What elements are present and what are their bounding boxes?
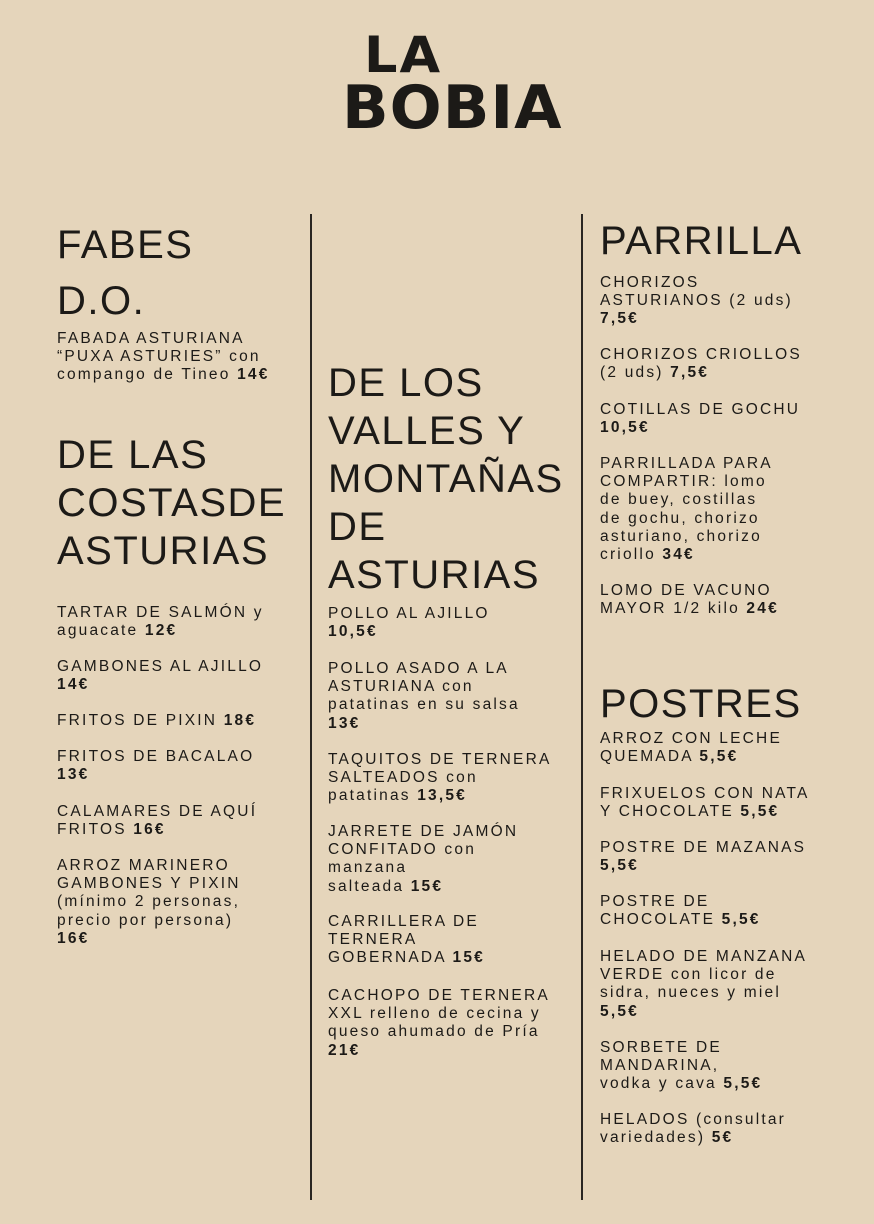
menu-item: FRIXUELOS CON NATA Y CHOCOLATE 5,5€ xyxy=(600,785,810,821)
section-title-fabes: FABES D.O. xyxy=(57,223,194,323)
menu-item: TARTAR DE SALMÓN y aguacate 12€ xyxy=(57,604,264,640)
logo xyxy=(342,26,563,143)
menu-item: COTILLAS DE GOCHU 10,5€ xyxy=(600,401,801,437)
menu-item: FRITOS DE BACALAO 13€ xyxy=(57,748,255,784)
logo-line-2: BOBIA xyxy=(342,73,563,143)
menu-item: POLLO ASADO A LA ASTURIANA con patatinas en su salsa 13€ xyxy=(328,660,520,732)
menu-item: SORBETE DE MANDARINA, vodka y cava 5,5€ xyxy=(600,1039,763,1093)
menu-item: HELADO DE MANZANA VERDE con licor de sidra, nueces y miel 5,5€ xyxy=(600,948,808,1020)
menu-item: HELADOS (consultar variedades) 5€ xyxy=(600,1111,787,1147)
menu-item: POLLO AL AJILLO 10,5€ xyxy=(328,605,490,641)
menu-item: ARROZ CON LECHE QUEMADA 5,5€ xyxy=(600,730,782,766)
menu-item: CACHOPO DE TERNERA XXL relleno de cecina y queso ahumado de Pría 21€ xyxy=(328,987,550,1059)
section-title-parrilla: PARRILLA xyxy=(600,219,803,263)
menu-item: CHORIZOS ASTURIANOS (2 uds) 7,5€ xyxy=(600,274,793,328)
menu-item: CHORIZOS CRIOLLOS (2 uds) 7,5€ xyxy=(600,346,802,382)
section-title-valles: DE LOS VALLES Y MONTAÑAS DE ASTURIAS xyxy=(328,361,564,597)
menu-item: CALAMARES DE AQUÍ FRITOS 16€ xyxy=(57,803,258,839)
menu-item: FRITOS DE PIXIN 18€ xyxy=(57,712,257,729)
menu-item: TAQUITOS DE TERNERA SALTEADOS con patatinas 13,5€ xyxy=(328,751,552,805)
menu-item: LOMO DE VACUNO MAYOR 1/2 kilo 24€ xyxy=(600,582,779,618)
menu-item: POSTRE DE MAZANAS 5,5€ xyxy=(600,839,807,875)
menu-item: JARRETE DE JAMÓN CONFITADO con manzana salteada 15€ xyxy=(328,823,519,895)
menu-item: POSTRE DE CHOCOLATE 5,5€ xyxy=(600,893,761,929)
menu-item: GAMBONES AL AJILLO 14€ xyxy=(57,658,264,694)
menu-item: PARRILLADA PARA COMPARTIR: lomo de buey, costillas de gochu, chorizo asturiano, chorizo criollo 34€ xyxy=(600,455,773,564)
column-divider-right xyxy=(581,214,583,1200)
menu-item: CARRILLERA DE TERNERA GOBERNADA 15€ xyxy=(328,913,485,967)
logo-line-1: LA xyxy=(364,26,443,84)
menu-item: ARROZ MARINERO GAMBONES Y PIXIN (mínimo 2 personas, precio por persona) 16€ xyxy=(57,857,241,947)
menu-item: FABADA ASTURIANA “PUXA ASTURIES” con compango de Tineo 14€ xyxy=(57,330,270,384)
section-title-costas: DE LAS COSTASDE ASTURIAS xyxy=(57,433,287,573)
column-divider-left xyxy=(310,214,312,1200)
section-title-postres: POSTRES xyxy=(600,682,802,726)
